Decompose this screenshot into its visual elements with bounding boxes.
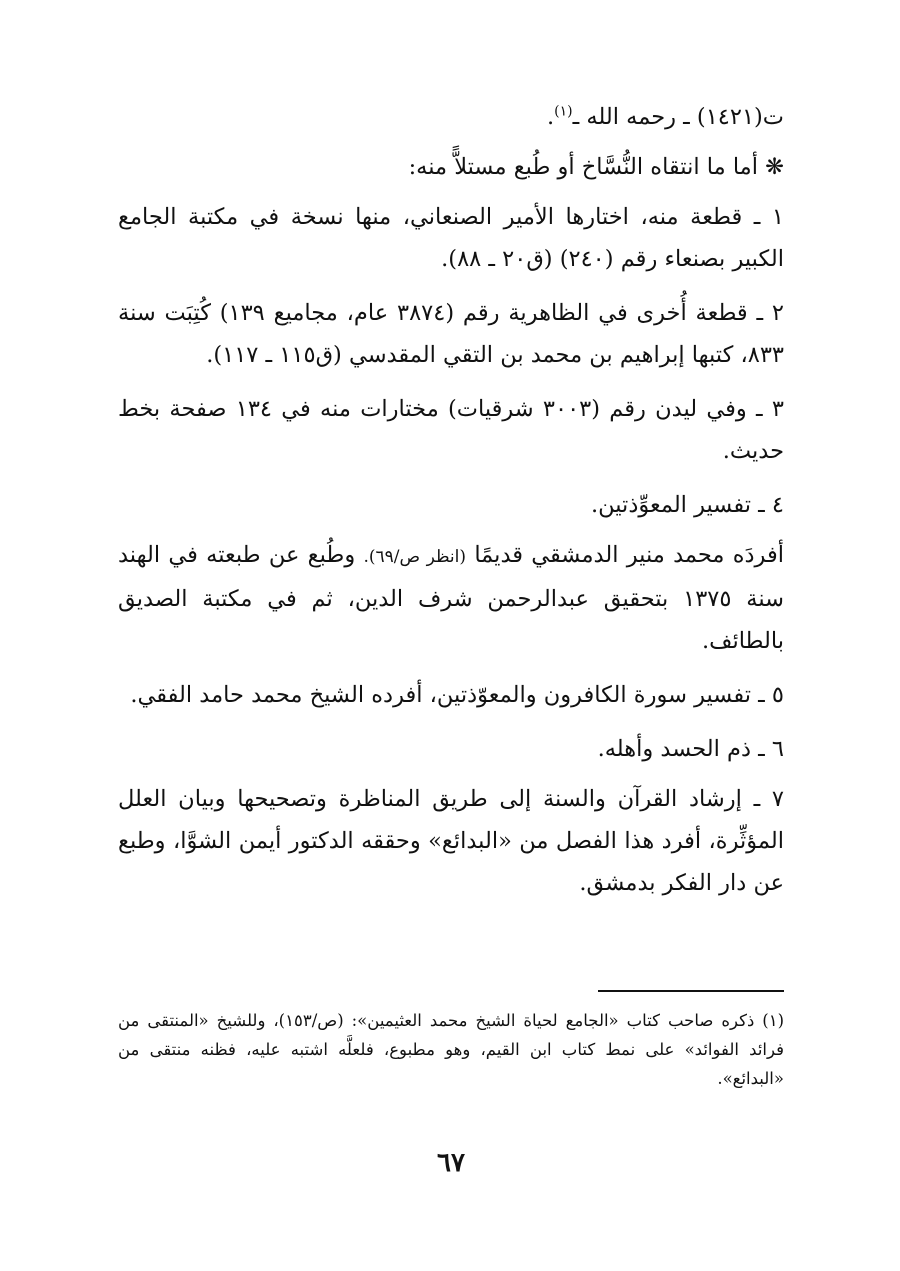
item-4-description-end: وطُبع عن طبعته في الهند سنة ١٣٧٥ بتحقيق عبدالرحمن شرف الدين، ثم في مكتبة الصديق بالطائف. xyxy=(118,542,784,654)
list-item-4: ٤ ـ تفسير المعوِّذتين. xyxy=(590,492,784,518)
list-item-1: ١ ـ قطعة منه، اختارها الأمير الصنعاني، منها نسخة في مكتبة الجامع الكبير بصنعاء رقم (٢٤٠) (ق٢٠ ـ ٨٨). xyxy=(118,204,784,272)
section-heading: ❋ أما ما انتقاه النُّسَّاخ أو طُبع مستلاًّ منه: xyxy=(408,154,784,180)
item-4-page-note: (انظر ص/٦٩). xyxy=(363,547,467,567)
footnote-1 xyxy=(118,1006,784,1093)
page-number: ٦٧ xyxy=(437,1148,465,1178)
footnote-reference[interactable]: (١) xyxy=(554,103,573,120)
main-text xyxy=(118,96,784,904)
list-item-2: ٢ ـ قطعة أُخرى في الظاهرية رقم (٣٨٧٤ عام، مجاميع ١٣٩) كُتِبَت سنة ٨٣٣، كتبها إبراهيم بن محمد بن التقي المقدسي (ق١١٥ ـ ١١٧). xyxy=(118,300,784,368)
list-item-3: ٣ ـ وفي ليدن رقم (٣٠٠٣ شرقيات) مختارات منه في ١٣٤ صفحة بخط حديث. xyxy=(118,396,784,464)
footnotes xyxy=(118,1006,784,1093)
opening-line-end: . xyxy=(547,104,555,130)
opening-line-text: ت(١٤٢١) ـ رحمه الله ـ xyxy=(572,104,784,130)
list-item-5: ٥ ـ تفسير سورة الكافرون والمعوّذتين، أفرده الشيخ محمد حامد الفقي. xyxy=(130,682,784,708)
list-item-4-description xyxy=(118,534,784,662)
opening-line xyxy=(118,96,784,138)
list-item-6: ٦ ـ ذم الحسد وأهله. xyxy=(597,736,784,762)
item-4-description-start: أفردَه محمد منير الدمشقي قديمًا xyxy=(474,542,784,568)
footnote-separator xyxy=(598,990,784,992)
document-page xyxy=(118,96,784,1226)
footnote-1-text: (١) ذكره صاحب كتاب «الجامع لحياة الشيخ محمد العثيمين»: (ص/١٥٣)، وللشيخ «المنتقى من فرائد الفوائد» على نمط كتاب ابن القيم، وهو مطبوع، فلعلَّه اشتبه عليه، فظنه منتقى من «البدائع». xyxy=(118,1011,784,1088)
list-item-7: ٧ ـ إرشاد القرآن والسنة إلى طريق المناظرة وتصحيحها وبيان العلل المؤثِّرة، أفرد هذا الفصل من «البدائع» وحققه الدكتور أيمن الشوَّا، وطبع عن دار الفكر بدمشق. xyxy=(118,786,784,896)
